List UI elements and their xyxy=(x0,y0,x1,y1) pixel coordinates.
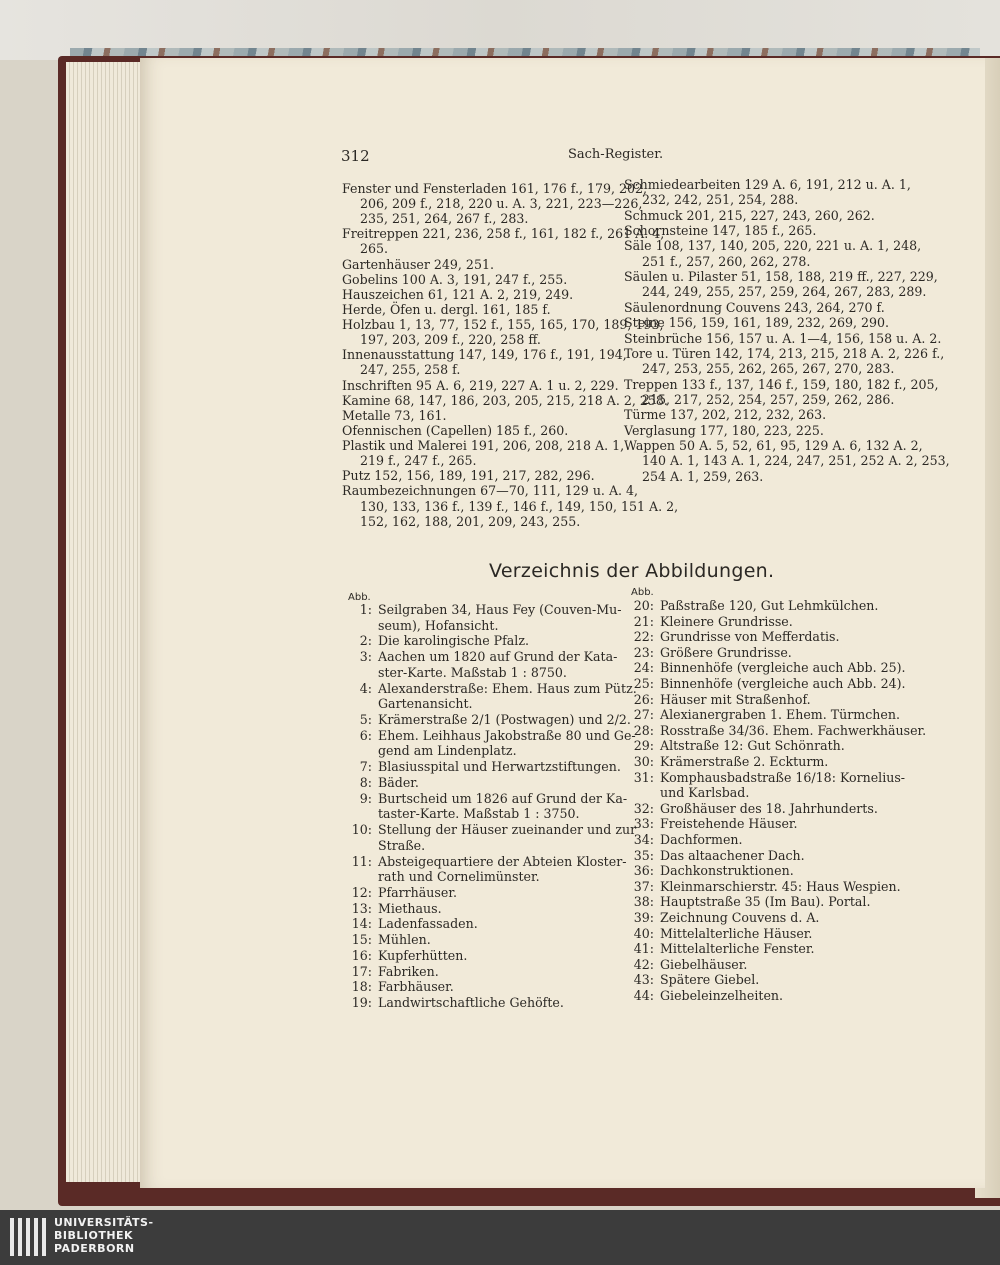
figure-caption: und Karlsbad. xyxy=(660,785,750,801)
figure-number: 42: xyxy=(633,956,654,972)
figure-entry xyxy=(342,728,636,744)
figure-entry xyxy=(342,979,454,995)
figure-caption: Dachformen. xyxy=(660,832,743,847)
figure-number: 30: xyxy=(633,754,654,769)
figure-caption: Pfarrhäuser. xyxy=(378,884,457,900)
figure-number: 25: xyxy=(633,676,654,691)
figure-number: 3: xyxy=(359,649,372,665)
figure-number: 29: xyxy=(633,738,654,754)
figure-number: 41: xyxy=(633,941,654,957)
figure-entry-continuation xyxy=(342,806,580,822)
figure-number: 19: xyxy=(351,995,372,1010)
figure-entry xyxy=(342,932,431,948)
figure-number: 34: xyxy=(633,832,654,847)
figure-caption: Alexanderstraße: Ehem. Haus zum Pütz. xyxy=(378,680,637,696)
library-logo-icon xyxy=(10,1218,48,1256)
figure-entry xyxy=(342,633,529,649)
figure-entry xyxy=(624,863,794,879)
index-entry: Ofennischen (Capellen) 185 f., 260. xyxy=(342,422,569,438)
figure-entry xyxy=(342,681,637,697)
abb-label-left: Abb. xyxy=(348,592,371,603)
index-entry: Tore u. Türen 142, 174, 213, 215, 218 A. 2, 226 f., xyxy=(624,345,945,361)
figure-caption: Mühlen. xyxy=(378,932,431,948)
figure-caption: Grundrisse von Mefferdatis. xyxy=(660,629,840,645)
figure-caption: Mittelalterliche Häuser. xyxy=(660,925,813,941)
figure-entry xyxy=(624,770,905,786)
library-logo-line3: PADERBORN xyxy=(54,1242,135,1255)
figure-number: 13: xyxy=(351,900,372,916)
figure-number: 15: xyxy=(351,932,372,948)
figure-entry-continuation xyxy=(342,743,517,759)
figure-entry-continuation xyxy=(342,618,498,634)
index-entry-continuation: 247, 253, 255, 262, 265, 267, 270, 283. xyxy=(642,361,895,377)
index-entry: Plastik und Malerei 191, 206, 208, 218 A. 1, xyxy=(342,438,625,454)
figure-caption: Giebeleinzelheiten. xyxy=(660,988,784,1003)
figure-entry xyxy=(624,723,926,739)
figure-caption: Giebelhäuser. xyxy=(660,956,748,972)
figure-entry xyxy=(624,738,845,754)
index-entry: Gartenhäuser 249, 251. xyxy=(342,256,494,272)
figure-number: 12: xyxy=(351,884,372,900)
figure-entry xyxy=(624,894,870,910)
figure-caption: Absteigequartiere der Abteien Kloster- xyxy=(378,853,627,869)
figure-number: 16: xyxy=(351,947,372,963)
figure-entry xyxy=(624,879,901,895)
figure-caption: Krämerstraße 2/1 (Postwagen) und 2/2. xyxy=(378,712,631,728)
figure-entry xyxy=(624,848,805,864)
figure-entry xyxy=(342,775,419,791)
figure-caption: Großhäuser des 18. Jahrhunderts. xyxy=(660,800,878,816)
figure-entry xyxy=(342,948,467,964)
library-logo-line2: BIBLIOTHEK xyxy=(54,1229,134,1242)
figure-caption: Dachkonstruktionen. xyxy=(660,863,794,879)
figure-caption: Seilgraben 34, Haus Fey (Couven-Mu- xyxy=(378,602,622,617)
figure-entry xyxy=(624,645,792,661)
index-entry: Schornsteine 147, 185 f., 265. xyxy=(624,223,817,239)
figure-caption: Komphausbadstraße 16/18: Kornelius- xyxy=(660,769,906,785)
index-entry: Putz 152, 156, 189, 191, 217, 282, 296. xyxy=(342,468,595,484)
index-entry: Steine 156, 159, 161, 189, 232, 269, 290. xyxy=(624,315,890,331)
figure-entry-continuation xyxy=(342,838,425,854)
figure-number: 20: xyxy=(633,598,654,613)
index-entry-continuation: 215, 217, 252, 254, 257, 259, 262, 286. xyxy=(642,391,895,407)
figure-entry-continuation xyxy=(342,665,567,681)
index-entry-continuation: 235, 251, 264, 267 f., 283. xyxy=(360,211,529,227)
figure-entry xyxy=(624,614,793,630)
figure-number: 28: xyxy=(633,722,654,738)
figure-entry xyxy=(342,822,636,838)
index-entry: Säulen u. Pilaster 51, 158, 188, 219 ff., 227, 229, xyxy=(624,269,938,285)
figure-entry xyxy=(624,660,906,676)
figure-caption: Hauptstraße 35 (Im Bau). Portal. xyxy=(660,894,871,910)
figure-entry-continuation xyxy=(342,696,473,712)
index-entry: Türme 137, 202, 212, 232, 263. xyxy=(624,407,827,423)
figure-caption: Das altaachener Dach. xyxy=(660,847,805,863)
index-entry-continuation: 219 f., 247 f., 265. xyxy=(360,453,477,469)
figure-caption: Bäder. xyxy=(378,774,419,790)
figure-number: 38: xyxy=(633,894,654,910)
figure-entry xyxy=(342,759,621,775)
figure-number: 17: xyxy=(351,963,372,979)
figure-caption: Mittelalterliche Fenster. xyxy=(660,941,815,957)
figure-number: 33: xyxy=(633,816,654,832)
figure-caption: Binnenhöfe (vergleiche auch Abb. 24). xyxy=(660,676,906,691)
figure-entry-continuation xyxy=(624,785,749,801)
index-entry-continuation: 197, 203, 209 f., 220, 258 ff. xyxy=(360,332,541,348)
figure-entry xyxy=(342,602,622,618)
figure-caption: Binnenhöfe (vergleiche auch Abb. 25). xyxy=(660,660,906,676)
index-entry-continuation: 251 f., 257, 260, 262, 278. xyxy=(642,253,811,269)
figure-caption: Farbhäuser. xyxy=(378,979,454,995)
figure-entry xyxy=(624,707,900,723)
figure-entry xyxy=(624,692,811,708)
figure-caption: Blasiusspital und Herwartzstiftungen. xyxy=(378,759,621,775)
figure-entry xyxy=(624,957,747,973)
figure-number: 37: xyxy=(633,878,654,894)
index-entry: Fenster und Fensterladen 161, 176 f., 179, 202, xyxy=(342,181,648,196)
figure-number: 11: xyxy=(351,853,372,869)
figure-entry xyxy=(624,941,815,957)
figure-entry xyxy=(342,791,627,807)
index-entry: Säulenordnung Couvens 243, 264, 270 f. xyxy=(624,299,885,315)
figure-entry xyxy=(624,598,878,614)
index-entry: Säle 108, 137, 140, 205, 220, 221 u. A. 1, 248, xyxy=(624,238,922,254)
figure-caption: Zeichnung Couvens d. A. xyxy=(660,910,820,925)
index-entry-continuation: 247, 255, 258 f. xyxy=(360,362,461,378)
figure-caption: Krämerstraße 2. Eckturm. xyxy=(660,754,829,769)
figure-entry xyxy=(624,754,828,770)
figure-number: 7: xyxy=(359,759,372,775)
running-head: Sach-Register. xyxy=(568,147,664,162)
figure-entry xyxy=(624,988,783,1004)
figure-number: 22: xyxy=(633,629,654,645)
index-entry-continuation: 206, 209 f., 218, 220 u. A. 3, 221, 223—226, xyxy=(360,196,643,212)
figures-heading: Verzeichnis der Abbildungen. xyxy=(489,560,775,582)
figure-entry xyxy=(342,854,626,870)
figure-number: 24: xyxy=(633,660,654,676)
figure-caption: Häuser mit Straßenhof. xyxy=(660,691,811,707)
figure-number: 5: xyxy=(359,712,372,728)
figure-number: 2: xyxy=(359,633,372,649)
figure-number: 32: xyxy=(633,800,654,816)
index-entry: Schmiedearbeiten 129 A. 6, 191, 212 u. A. 1, xyxy=(624,177,911,192)
index-entry: Freitreppen 221, 236, 258 f., 161, 182 f., 261 A. 4, xyxy=(342,226,665,242)
figure-entry xyxy=(342,712,631,728)
figure-caption: Ladenfassaden. xyxy=(378,916,478,932)
figure-caption: Spätere Giebel. xyxy=(660,972,760,988)
figure-caption: Kleinere Grundrisse. xyxy=(660,613,793,629)
index-entry: Inschriften 95 A. 6, 219, 227 A. 1 u. 2, 229. xyxy=(342,377,619,393)
figure-entry xyxy=(342,885,457,901)
index-entry: Herde, Öfen u. dergl. 161, 185 f. xyxy=(342,301,551,317)
figure-caption: ster-Karte. Maßstab 1 : 8750. xyxy=(378,664,567,680)
figure-caption: Aachen um 1820 auf Grund der Kata- xyxy=(378,649,618,665)
index-entry: Holzbau 1, 13, 77, 152 f., 155, 165, 170, 189, 193, xyxy=(342,317,664,333)
figure-number: 4: xyxy=(359,680,372,696)
figure-caption: Die karolingische Pfalz. xyxy=(378,633,529,649)
figure-number: 31: xyxy=(633,769,654,785)
index-entry-continuation: 254 A. 1, 259, 263. xyxy=(642,468,764,484)
index-entry: Gobelins 100 A. 3, 191, 247 f., 255. xyxy=(342,271,568,287)
page-number: 312 xyxy=(341,147,370,165)
figure-entry xyxy=(624,910,819,926)
figure-caption: Gartenansicht. xyxy=(378,696,473,712)
figure-number: 36: xyxy=(633,863,654,879)
figure-entry-continuation xyxy=(342,869,540,885)
figure-caption: Rosstraße 34/36. Ehem. Fachwerkhäuser. xyxy=(660,722,927,738)
figure-number: 26: xyxy=(633,691,654,707)
figure-caption: Kleinmarschierstr. 45: Haus Wespien. xyxy=(660,878,901,894)
figure-entry xyxy=(624,629,840,645)
index-entry: Wappen 50 A. 5, 52, 61, 95, 129 A. 6, 132 A. 2, xyxy=(624,437,923,453)
index-entry: Hauszeichen 61, 121 A. 2, 219, 249. xyxy=(342,286,574,302)
figure-entry xyxy=(342,649,617,665)
index-entry-continuation: 232, 242, 251, 254, 288. xyxy=(642,192,799,208)
figure-number: 14: xyxy=(351,916,372,932)
figure-caption: Miethaus. xyxy=(378,900,442,916)
figure-caption: Landwirtschaftliche Gehöfte. xyxy=(378,995,564,1010)
index-entry: Verglasung 177, 180, 223, 225. xyxy=(624,422,824,438)
figure-entry xyxy=(624,972,759,988)
figure-number: 40: xyxy=(633,925,654,941)
figure-caption: Burtscheid um 1826 auf Grund der Ka- xyxy=(378,790,628,806)
figure-number: 39: xyxy=(633,910,654,925)
index-entry: Innenausstattung 147, 149, 176 f., 191, 194, xyxy=(342,347,627,363)
figure-entry xyxy=(624,926,812,942)
figure-number: 35: xyxy=(633,847,654,863)
figure-number: 10: xyxy=(351,822,372,838)
figure-caption: Kupferhütten. xyxy=(378,947,468,963)
figure-entry xyxy=(342,995,564,1011)
index-entry: Kamine 68, 147, 186, 203, 205, 215, 218 A. 2, 258. xyxy=(342,392,668,408)
index-entry-continuation: 140 A. 1, 143 A. 1, 224, 247, 251, 252 A. 2, 253, xyxy=(642,453,950,469)
figure-entry xyxy=(624,801,878,817)
figure-entry xyxy=(624,816,798,832)
figure-number: 21: xyxy=(633,613,654,629)
index-entry: Schmuck 201, 215, 227, 243, 260, 262. xyxy=(624,207,875,223)
figure-caption: gend am Lindenplatz. xyxy=(378,743,517,759)
figure-entry xyxy=(342,901,442,917)
figure-caption: Freistehende Häuser. xyxy=(660,816,798,832)
index-entry-continuation: 265. xyxy=(360,241,389,257)
index-entry-continuation: 152, 162, 188, 201, 209, 243, 255. xyxy=(360,513,581,529)
figure-caption: seum), Hofansicht. xyxy=(378,617,499,633)
figure-caption: Fabriken. xyxy=(378,963,439,979)
figure-entry xyxy=(342,964,439,980)
figure-caption: Ehem. Leihhaus Jakobstraße 80 und Ge- xyxy=(378,727,636,743)
figure-caption: Alexianergraben 1. Ehem. Türmchen. xyxy=(660,707,900,723)
figure-caption: Straße. xyxy=(378,837,426,853)
figure-caption: Paßstraße 120, Gut Lehmkülchen. xyxy=(660,598,879,613)
figure-number: 23: xyxy=(633,644,654,660)
figure-number: 6: xyxy=(359,727,372,743)
figure-entry xyxy=(342,916,478,932)
abb-label-right: Abb. xyxy=(631,587,654,598)
figure-number: 43: xyxy=(633,972,654,988)
index-entry: Raumbezeichnungen 67—70, 111, 129 u. A. 4, xyxy=(342,483,639,499)
figure-number: 44: xyxy=(633,988,654,1003)
figure-caption: rath und Cornelimünster. xyxy=(378,869,540,885)
figure-number: 18: xyxy=(351,979,372,995)
figure-number: 9: xyxy=(359,790,372,806)
index-entry: Metalle 73, 161. xyxy=(342,407,447,423)
figure-caption: taster-Karte. Maßstab 1 : 3750. xyxy=(378,806,580,822)
index-entry-continuation: 130, 133, 136 f., 139 f., 146 f., 149, 150, 151 A. 2, xyxy=(360,498,679,514)
figure-caption: Größere Grundrisse. xyxy=(660,644,792,660)
index-entry-continuation: 244, 249, 255, 257, 259, 264, 267, 283, 289. xyxy=(642,284,927,300)
figure-number: 8: xyxy=(359,774,372,790)
figure-entry xyxy=(624,832,743,848)
index-entry: Steinbrüche 156, 157 u. A. 1—4, 156, 158 u. A. 2. xyxy=(624,330,942,346)
figure-entry xyxy=(624,676,906,692)
figure-number: 1: xyxy=(359,602,372,617)
index-entry: Treppen 133 f., 137, 146 f., 159, 180, 182 f., 205, xyxy=(624,376,939,392)
library-logo-line1: UNIVERSITÄTS- xyxy=(54,1216,154,1229)
figure-number: 27: xyxy=(633,707,654,723)
figure-caption: Altstraße 12: Gut Schönrath. xyxy=(660,738,845,754)
figure-caption: Stellung der Häuser zueinander und zur xyxy=(378,822,637,838)
